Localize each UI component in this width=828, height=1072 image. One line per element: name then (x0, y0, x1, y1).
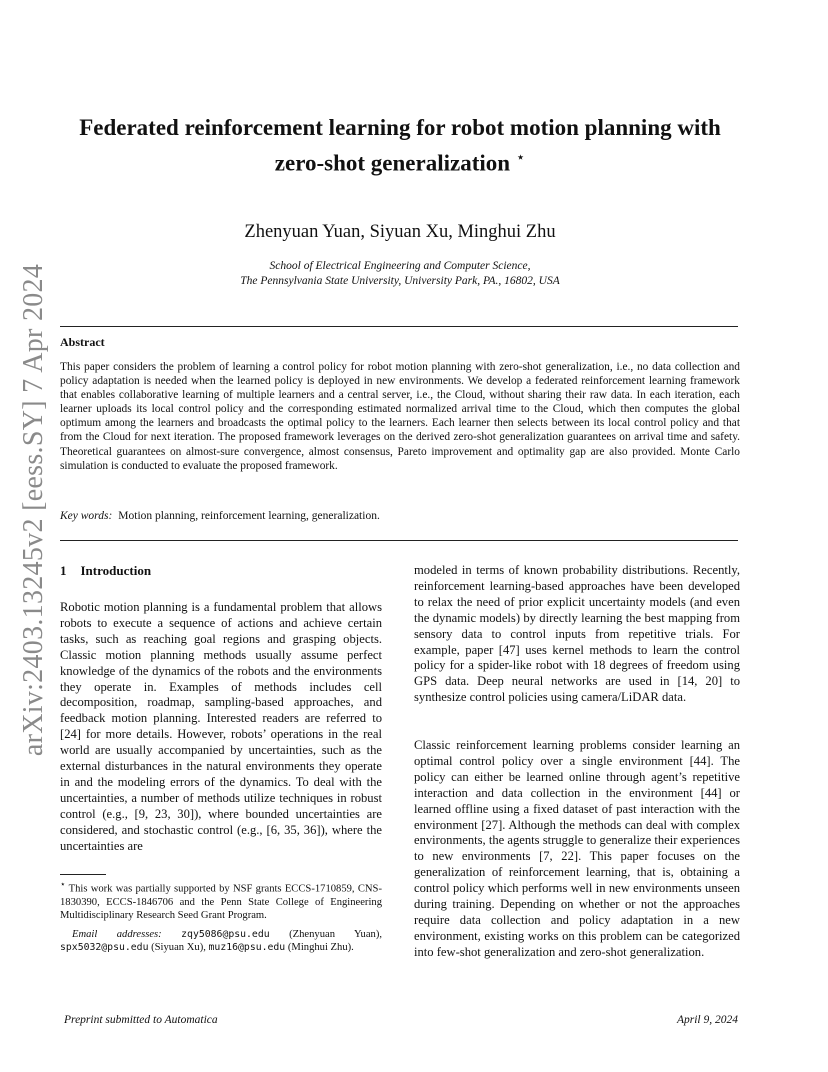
email-label: Email addresses: (72, 929, 162, 941)
paper-title (60, 113, 740, 179)
email-addresses (60, 928, 382, 954)
email-3[interactable]: muz16@psu.edu (208, 942, 286, 954)
footnote (60, 878, 382, 961)
affiliation (60, 259, 740, 289)
keywords-text: Motion planning, reinforcement learning, generalization. (118, 510, 380, 522)
author-list: Zhenyuan Yuan, Siyuan Xu, Minghui Zhu (244, 222, 556, 242)
right-column-top (414, 563, 740, 706)
footnote-rule (60, 874, 106, 875)
affiliation-line-1: School of Electrical Engineering and Computer Science, (269, 260, 531, 272)
arxiv-identifier (6, 263, 62, 757)
submission-date: April 9, 2024 (676, 1014, 738, 1026)
email-1[interactable]: zqy5086@psu.edu (181, 929, 270, 941)
intro-paragraph-2: modeled in terms of known probability distributions. Recently, reinforcement learning-based approaches have been developed to relax the need of prior explicit uncertainty models (and even the dynamic models) by directly learning the best mapping from sensory data to control inputs from repetitive trials. For example, paper [47] uses kernel methods to learn the control policy for a spider-like robot with 18 degrees of freedom using GPS data. Deep neural networks are used in [14, 20] to synthesize control policies using camera/LiDAR data. (414, 563, 740, 705)
keywords-label: Key words: (60, 510, 113, 522)
section-title: Introduction (80, 563, 152, 578)
abstract-bottom-rule (60, 540, 738, 541)
intro-paragraph-1: Robotic motion planning is a fundamental problem that allows robots to execute a sequence of actions and achieve certain tasks, such as reaching goal regions and grasping objects. Classic motion planning methods usually assume perfect knowledge of the dynamics of the robots and the environments they operate in. Examples of methods includes cell decomposition, roadmap, sampling-based approaches, and feedback motion planning. Interested readers are referred to [24] for more details. However, robots’ operations in the real world are usually accompanied by uncertainties, such as the external disturbances in the natural environments they operate in and the modeling errors of the dynamics. To deal with the uncertainties, a number of methods utilize techniques in robust control (e.g., [9, 23, 30]), where bounded uncertainties are considered, and stochastic control (e.g., [6, 35, 36]), where the uncertainties are (60, 600, 382, 853)
intro-paragraph-3: Classic reinforcement learning problems consider learning an optimal control policy over a single environment [44]. The policy can either be learned online through agent’s repetitive interaction and data collection in the environment [44] or learned offline using a fixed dataset of past interaction with the environment [27]. Although the methods can deal with complex environments, the agents struggle to generalize their experiences to new environments [7, 22]. This paper focuses on the generalization of reinforcement learning, that is, obtaining a control policy which performs well in new environments unseen during training. Depending on whether or not the approaches require data collection and policy adaptation in a new environment, existing works on this problem can be categorized into few-shot generalization and zero-shot generalization. (414, 738, 740, 959)
email-3-name: (Minghui Zhu). (287, 942, 354, 954)
section-number: 1 (60, 563, 67, 578)
affiliation-line-2: The Pennsylvania State University, University Park, PA., 16802, USA (240, 275, 560, 287)
abstract-body: This paper considers the problem of learning a control policy for robot motion planning with zero-shot generalization, i.e., no data collection and policy adaptation is needed when the learned policy is deployed in new environments. We develop a federated reinforcement learning framework that enables collaborative learning of multiple learners and a central server, i.e., the Cloud, without sharing their raw data. In each iteration, each learner uploads its local control policy and the corresponding estimated normalized arrival time to the Cloud, which then computes the global optimum among the learners and broadcasts the optimal policy to the learners. Each learner then selects between its local control policy and that from the Cloud for next iteration. The proposed framework leverages on the derived zero-shot generalization guarantees on arrival time and safety. Theoretical guarantees on almost-sure convergence, almost consensus, Pareto improvement and optimality gap are also provided. Monte Carlo simulation is conducted to evaluate the proposed framework. (60, 361, 740, 472)
title-footnote-star: ⋆ (515, 150, 526, 166)
section-heading (60, 563, 151, 579)
email-2-name: (Siyuan Xu), (151, 942, 206, 954)
email-1-name: (Zhenyuan Yuan), (289, 929, 383, 941)
funding-note (60, 878, 382, 922)
arxiv-identifier-text: arXiv:2403.13245v2 [eess.SY] 7 Apr 2024 (18, 263, 50, 757)
preprint-note: Preprint submitted to Automatica (64, 1014, 218, 1026)
paper-title-text: Federated reinforcement learning for robot motion planning with zero-shot generalization (79, 115, 721, 176)
footnote-star: ⋆ (60, 879, 66, 889)
email-2[interactable]: spx5032@psu.edu (60, 942, 149, 954)
abstract-heading: Abstract (60, 335, 105, 349)
abstract-top-rule (60, 326, 738, 327)
right-column-bottom (414, 738, 740, 961)
keywords (60, 510, 740, 522)
funding-text: This work was partially supported by NSF grants ECCS-1710859, CNS-1830390, ECCS-1846706 and the Penn State College of Engineering Multidisciplinary Research Seed Grant Program. (60, 883, 382, 921)
left-column (60, 600, 382, 855)
